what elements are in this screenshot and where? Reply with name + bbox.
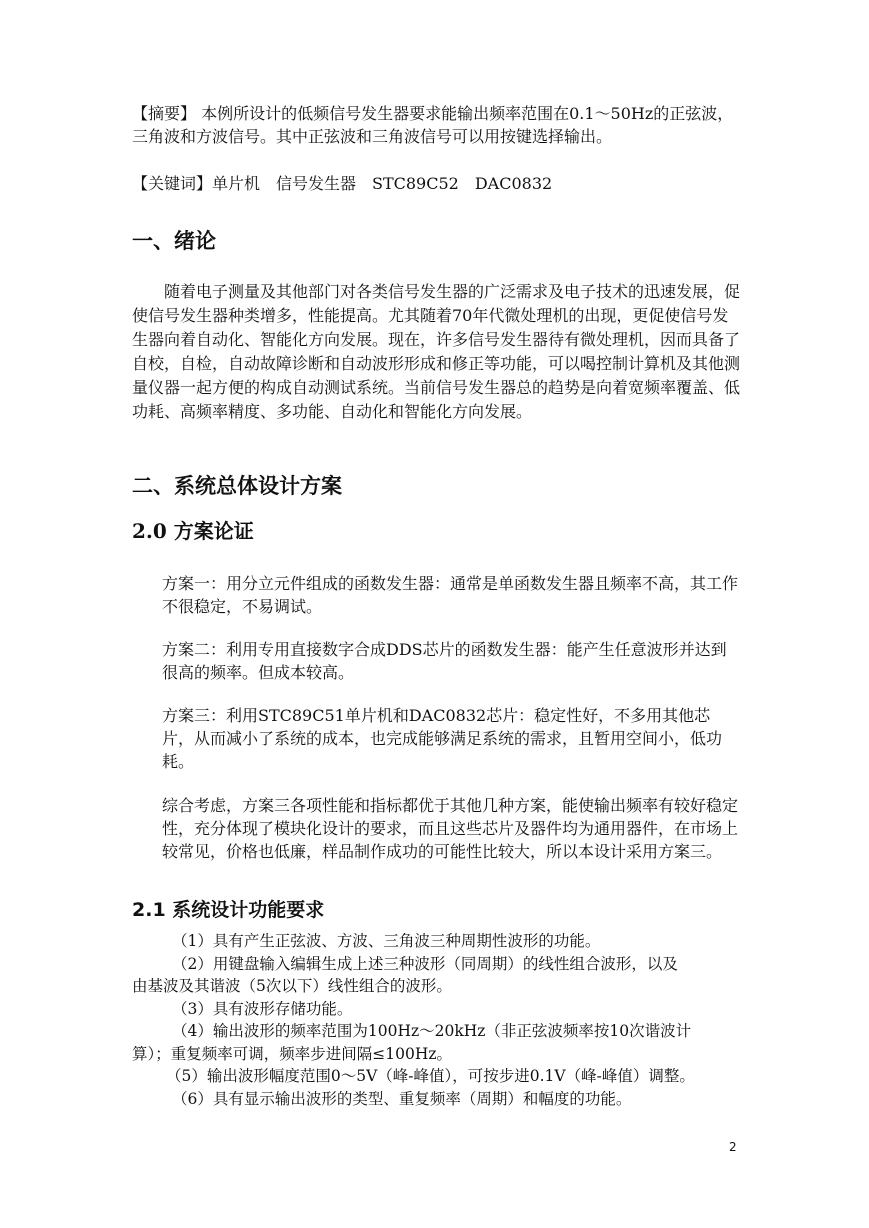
section2-0-heading: 2.0 方案论证 [132, 519, 254, 543]
section1-heading: 一、绪论 [132, 229, 216, 253]
keywords-line: 【关键词】单片机 信号发生器 STC89C52 DAC0832 [132, 174, 553, 193]
requirement-4-continued: 算）；重复频率可调，频率步进间隔≤100Hz。 [132, 1045, 453, 1063]
requirement-4: （4）输出波形的频率范围为100Hz～20kHz（非正弦波频率按10次谐波计 [172, 1022, 692, 1040]
requirement-6: （6）具有显示输出波形的类型、重复频率（周期）和幅度的功能。 [172, 1090, 632, 1108]
plan-two-paragraph: 方案二：利用专用直接数字合成DDS芯片的函数发生器：能产生任意波形并达到很高的频率。但成本较高。 [162, 640, 727, 682]
page-number: 2 [729, 1140, 737, 1154]
section1-body: 随着电子测量及其他部门对各类信号发生器的广泛需求及电子技术的迅速发展，促使信号发生器种类增多，性能提高。尤其随着70年代微处理机的出现，更促使信号发生器向着自动化、智能化方向发展。现在，许多信号发生器待有微处理机，因而具备了自校，自检，自动故障诊断和自动波形形成和修正等功能，可以喝控制计算机及其他测量仪器一起方便的构成自动测试系统。当前信号发生器总的趋势是向着宽频率覆盖、低功耗、高频率精度、多功能、自动化和智能化方向发展。 [132, 282, 741, 421]
requirement-2: （2）用键盘输入编辑生成上述三种波形（同周期）的线性组合波形，以及 [172, 955, 678, 973]
abstract-paragraph: 【摘要】 本例所设计的低频信号发生器要求能输出频率范围在0.1～50Hz的正弦波，三角波和方波信号。其中正弦波和三角波信号可以用按键选择输出。 [132, 104, 734, 146]
plan-one-paragraph: 方案一：用分立元件组成的函数发生器：通常是单函数发生器且频率不高，其工作不很稳定，不易调试。 [162, 574, 739, 616]
section2-1-heading: 2.1 系统设计功能要求 [132, 899, 325, 921]
requirement-1: （1）具有产生正弦波、方波、三角波三种周期性波形的功能。 [172, 932, 601, 950]
plan-three-paragraph: 方案三：利用STC89C51单片机和DAC0832芯片：稳定性好，不多用其他芯片，从而减小了系统的成本，也完成能够满足系统的需求，且暂用空间小，低功耗。 [162, 706, 723, 771]
plan-summary-paragraph: 综合考虑，方案三各项性能和指标都优于其他几种方案，能使输出频率有较好稳定性，充分体现了模块化设计的要求，而且这些芯片及器件均为通用器件，在市场上较常见，价格也低廉，样品制作成功的可能性比较大，所以本设计采用方案三。 [162, 796, 739, 861]
section2-heading: 二、系统总体设计方案 [132, 474, 342, 498]
requirement-3: （3）具有波形存储功能。 [172, 1000, 353, 1018]
requirement-5: （5）输出波形幅度范围0～5V（峰-峰值），可按步进0.1V（峰-峰值）调整。 [166, 1067, 695, 1085]
requirement-2-continued: 由基波及其谐波（5次以下）线性组合的波形。 [132, 977, 452, 995]
